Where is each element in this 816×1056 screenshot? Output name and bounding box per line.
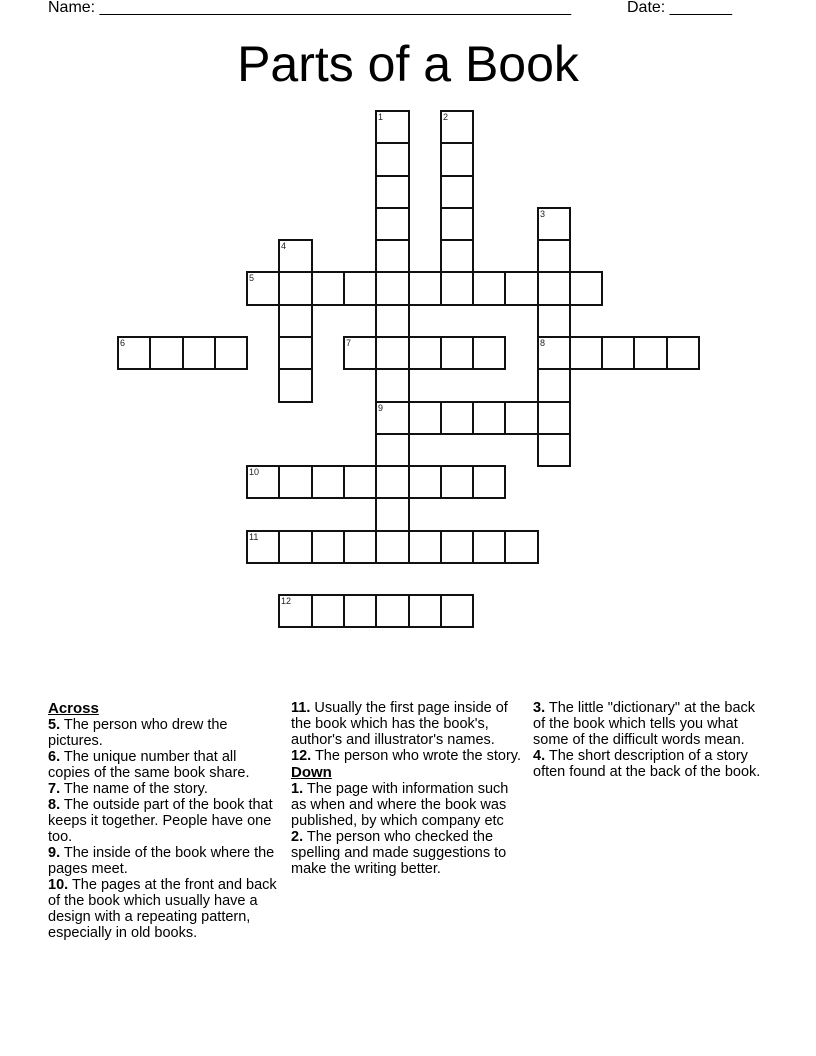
grid-cell[interactable]	[537, 401, 571, 435]
grid-cell[interactable]	[537, 207, 571, 241]
grid-cell[interactable]	[343, 594, 377, 628]
grid-cell[interactable]	[440, 110, 474, 144]
clue-across-7	[48, 781, 280, 797]
cell-number: 1	[378, 112, 384, 122]
grid-cell[interactable]	[440, 142, 474, 177]
grid-cell[interactable]	[375, 401, 410, 435]
grid-cell[interactable]	[472, 530, 506, 564]
grid-cell[interactable]	[246, 465, 280, 499]
clue-text: The person who drew the pictures.	[48, 717, 228, 749]
clue-text: The inside of the book where the pages meet.	[48, 845, 275, 877]
grid-cell[interactable]	[440, 271, 474, 306]
grid-cell[interactable]	[504, 271, 539, 306]
grid-cell[interactable]	[149, 336, 184, 370]
grid-cell[interactable]	[408, 530, 442, 564]
across-heading: Across	[48, 700, 99, 717]
grid-cell[interactable]	[440, 530, 474, 564]
clue-across-12	[291, 748, 523, 764]
clue-across-9	[48, 845, 280, 877]
grid-cell[interactable]	[375, 239, 410, 273]
grid-cell[interactable]	[246, 530, 280, 564]
clues-column-3	[533, 700, 765, 780]
grid-cell[interactable]	[537, 433, 571, 467]
grid-cell[interactable]	[343, 271, 377, 306]
grid-cell[interactable]	[343, 465, 377, 499]
grid-cell[interactable]	[343, 336, 377, 370]
grid-cell[interactable]	[343, 530, 377, 564]
grid-cell[interactable]	[408, 271, 442, 306]
grid-cell[interactable]	[408, 594, 442, 628]
clue-number: 4.	[533, 748, 546, 764]
grid-cell[interactable]	[601, 336, 635, 370]
grid-cell[interactable]	[375, 304, 410, 338]
grid-cell[interactable]	[375, 271, 410, 306]
cell-number: 4	[281, 241, 287, 251]
clue-down-2	[291, 829, 523, 877]
grid-cell[interactable]	[278, 336, 313, 370]
grid-cell[interactable]	[311, 465, 345, 499]
grid-cell[interactable]	[472, 465, 506, 499]
grid-cell[interactable]	[440, 336, 474, 370]
cell-number: 2	[443, 112, 449, 122]
grid-cell[interactable]	[117, 336, 151, 370]
grid-cell[interactable]	[537, 368, 571, 403]
grid-cell[interactable]	[375, 175, 410, 209]
grid-cell[interactable]	[375, 530, 410, 564]
clue-across-11	[291, 700, 523, 748]
grid-cell[interactable]	[375, 594, 410, 628]
clue-number: 11.	[291, 700, 311, 716]
grid-cell[interactable]	[440, 401, 474, 435]
clue-text: The short description of a story often found at the back of the book.	[533, 748, 761, 780]
grid-cell[interactable]	[214, 336, 248, 370]
grid-cell[interactable]	[375, 336, 410, 370]
grid-cell[interactable]	[375, 497, 410, 532]
grid-cell[interactable]	[569, 271, 603, 306]
grid-cell[interactable]	[278, 271, 313, 306]
grid-cell[interactable]	[472, 401, 506, 435]
clue-text: The outside part of the book that keeps it together. People have one too.	[48, 797, 273, 845]
grid-cell[interactable]	[278, 465, 313, 499]
clues-column-1	[48, 700, 280, 941]
date-field[interactable]: Date: _______	[627, 0, 732, 16]
grid-cell[interactable]	[537, 271, 571, 306]
clue-number: 2.	[291, 829, 304, 845]
clue-down-1	[291, 781, 523, 829]
cell-number: 10	[249, 467, 260, 477]
clue-number: 6.	[48, 749, 61, 765]
grid-cell[interactable]	[472, 271, 506, 306]
clue-number: 9.	[48, 845, 61, 861]
clue-down-4	[533, 748, 765, 780]
grid-cell[interactable]	[440, 175, 474, 209]
grid-cell[interactable]	[246, 271, 280, 306]
grid-cell[interactable]	[375, 465, 410, 499]
grid-cell[interactable]	[311, 530, 345, 564]
grid-cell[interactable]	[278, 594, 313, 628]
cell-number: 7	[346, 338, 352, 348]
clue-across-6	[48, 749, 280, 781]
grid-cell[interactable]	[440, 594, 474, 628]
grid-cell[interactable]	[537, 239, 571, 273]
cell-number: 8	[540, 338, 546, 348]
grid-cell[interactable]	[408, 401, 442, 435]
name-field[interactable]: Name: _____________________________________________________	[48, 0, 572, 16]
grid-cell[interactable]	[375, 433, 410, 467]
grid-cell[interactable]	[504, 401, 539, 435]
grid-cell[interactable]	[375, 110, 410, 144]
clue-text: Usually the first page inside of the book which has the book's, author's and illustrator's names.	[291, 700, 508, 748]
grid-cell[interactable]	[569, 336, 603, 370]
grid-cell[interactable]	[278, 368, 313, 403]
cell-number: 12	[281, 596, 292, 606]
grid-cell[interactable]	[504, 530, 539, 564]
clue-number: 7.	[48, 781, 61, 797]
clue-number: 12.	[291, 748, 312, 764]
grid-cell[interactable]	[182, 336, 216, 370]
clue-text: The unique number that all copies of the same book share.	[48, 749, 250, 781]
cell-number: 11	[249, 532, 259, 542]
clue-text: The little "dictionary" at the back of the book which tells you what some of the difficult words mean.	[533, 700, 756, 748]
grid-cell[interactable]	[278, 304, 313, 338]
grid-cell[interactable]	[375, 142, 410, 177]
clue-number: 3.	[533, 700, 546, 716]
grid-cell[interactable]	[440, 207, 474, 241]
clue-text: The name of the story.	[60, 781, 208, 797]
grid-cell[interactable]	[408, 465, 442, 499]
grid-cell[interactable]	[408, 336, 442, 370]
grid-cell[interactable]	[440, 239, 474, 273]
grid-cell[interactable]	[666, 336, 700, 370]
grid-cell[interactable]	[278, 239, 313, 273]
clue-across-10	[48, 877, 280, 941]
grid-cell[interactable]	[375, 368, 410, 403]
cell-number: 5	[249, 273, 255, 283]
grid-cell[interactable]	[311, 271, 345, 306]
cell-number: 9	[378, 403, 384, 413]
grid-cell[interactable]	[440, 465, 474, 499]
page-title: Parts of a Book	[237, 36, 579, 92]
clue-number: 10.	[48, 877, 69, 893]
clue-text: The person who wrote the story.	[311, 748, 521, 764]
clues-column-2	[291, 700, 523, 877]
grid-cell[interactable]	[537, 336, 571, 370]
grid-cell[interactable]	[311, 594, 345, 628]
clue-down-3	[533, 700, 765, 748]
grid-cell[interactable]	[375, 207, 410, 241]
grid-cell[interactable]	[633, 336, 668, 370]
clue-number: 1.	[291, 781, 304, 797]
cell-number: 3	[540, 209, 546, 219]
clue-text: The page with information such as when and where the book was published, by which company etc	[291, 781, 509, 829]
clue-text: The pages at the front and back of the book which usually have a design with a repeating pattern, especially in old books.	[48, 877, 277, 941]
clue-number: 5.	[48, 717, 61, 733]
grid-cell[interactable]	[278, 530, 313, 564]
clue-across-8	[48, 797, 280, 845]
clue-across-5	[48, 717, 280, 749]
grid-cell[interactable]	[537, 304, 571, 338]
clue-text: The person who checked the spelling and made suggestions to make the writing better.	[291, 829, 507, 877]
grid-cell[interactable]	[472, 336, 506, 370]
cell-number: 6	[120, 338, 126, 348]
down-heading: Down	[291, 764, 332, 781]
clue-number: 8.	[48, 797, 61, 813]
